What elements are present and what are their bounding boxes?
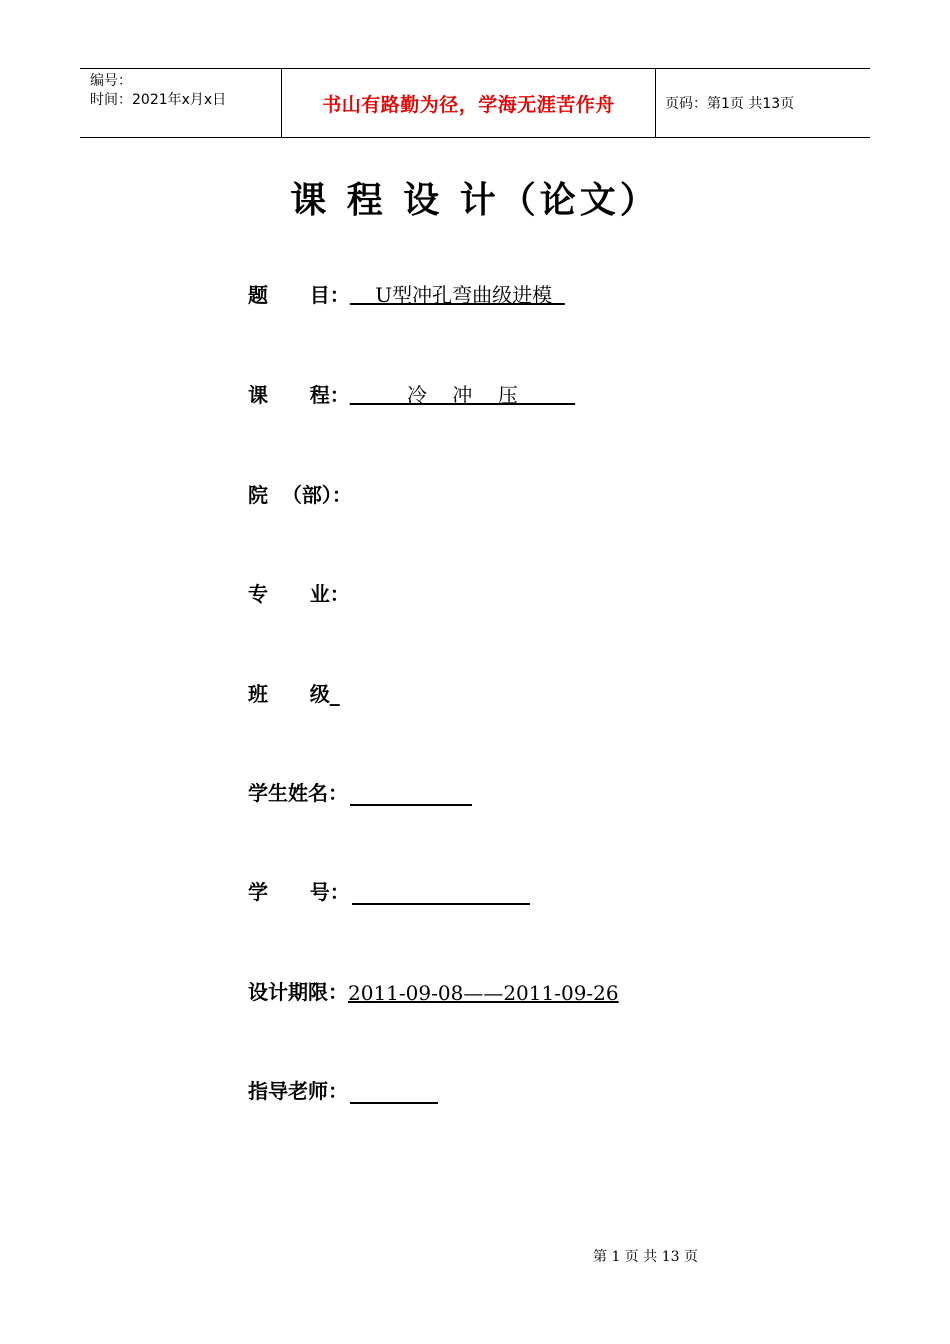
course-label: 课 程： <box>248 383 350 407</box>
dept-row <box>248 478 352 508</box>
page-footer: 第 1 页 共 13 页 <box>593 1249 698 1265</box>
id-label: 学 号： <box>248 880 350 904</box>
name-blank[interactable] <box>350 782 472 806</box>
dept-label: 院 （部）： <box>248 483 352 507</box>
class-row <box>248 677 340 707</box>
header-right-cell <box>655 69 870 137</box>
page-title: 课 程 设 计（论文） <box>290 180 660 221</box>
serial-label: 编号： <box>90 73 132 89</box>
period-label: 设计期限： <box>248 980 348 1004</box>
topic-value: U型冲孔弯曲级进模 <box>349 283 565 307</box>
page-info: 页码：第1页 共13页 <box>665 96 795 112</box>
header-center-cell <box>281 69 656 137</box>
course-value: 冷 冲 压 <box>349 383 576 407</box>
major-label: 专 业： <box>248 582 350 606</box>
time-label: 时间：2021年x月x日 <box>90 92 227 108</box>
header-table <box>80 68 870 138</box>
header-left-cell <box>80 69 281 137</box>
topic-row <box>248 278 565 308</box>
advisor-blank[interactable] <box>350 1080 438 1104</box>
topic-label: 题 目： <box>248 283 350 307</box>
id-row <box>248 875 530 905</box>
period-value: 2011-09-08——2011-09-26 <box>348 981 619 1005</box>
name-label: 学生姓名： <box>248 781 348 805</box>
id-blank[interactable] <box>352 881 530 905</box>
course-row <box>248 378 575 408</box>
class-label: 班 级_ <box>248 682 340 706</box>
motto-text: 书山有路勤为径，学海无涯苦作舟 <box>322 93 615 116</box>
advisor-row <box>248 1074 438 1104</box>
major-row <box>248 577 350 607</box>
advisor-label: 指导老师： <box>248 1079 348 1103</box>
period-row <box>248 975 619 1005</box>
name-row <box>248 776 472 806</box>
